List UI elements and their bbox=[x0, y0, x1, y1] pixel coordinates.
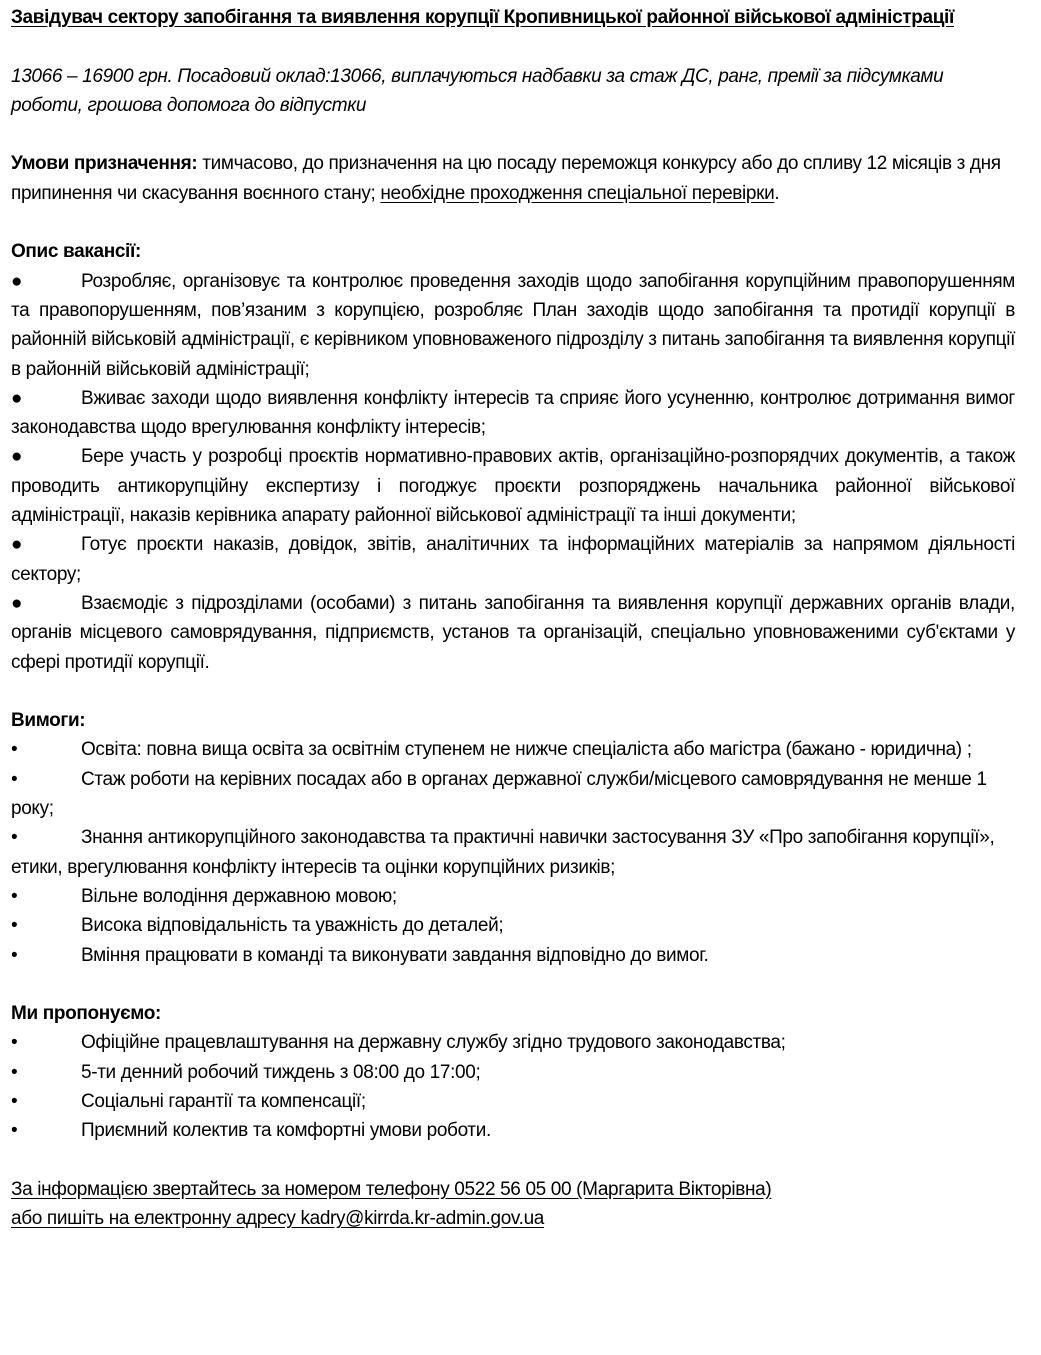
contact-email[interactable]: або пишіть на електронну адресу kadry@kirrda.kr-admin.gov.ua bbox=[11, 1208, 545, 1230]
bullet-icon: • bbox=[11, 768, 18, 790]
conditions-label: Умови призначення: bbox=[11, 153, 198, 175]
description-item bbox=[11, 267, 1015, 384]
description-item bbox=[11, 442, 1015, 530]
requirement-item bbox=[11, 941, 1015, 970]
description-item-text: Розробляє, організовує та контролює проведення заходів щодо запобігання корупційним правопорушенням та правопорушенням, пов’язаним з корупцією, розробляє План заходів щодо запобігання та протидії корупції в районній військовій адміністрації, є керівником уповноваженого підрозділу з питань запобігання та виявлення корупції в районній військовій адміністрації; bbox=[11, 270, 1015, 380]
description-item bbox=[11, 589, 1015, 677]
description-item bbox=[11, 384, 1015, 443]
description-item-text: Взаємодіє з підрозділами (особами) з питань запобігання та виявлення корупції державних органів влади, органів місцевого самоврядування, підприємств, установ та організацій, спеціально уповноваженими суб'єктами у сфері протидії корупції. bbox=[11, 592, 1015, 673]
description-item-text: Бере участь у розробці проєктів нормативно-правових актів, організаційно-розпорядчих документів, а також проводить антикорупційну експертизу і погоджує проєкти розпоряджень начальника районної військової адміністрації, наказів керівника апарату районної військової адміністрації та інші документи; bbox=[11, 446, 1015, 527]
bullet-icon: • bbox=[11, 1120, 18, 1142]
bullet-icon: • bbox=[11, 1090, 18, 1112]
offer-item bbox=[11, 1028, 1015, 1057]
requirement-item-text: Освіта: повна вища освіта за освітнім ступенем не нижче спеціаліста або магістра (бажано - юридична) ; bbox=[81, 739, 972, 761]
bullet-icon: ● bbox=[11, 534, 23, 556]
offer-list bbox=[11, 1028, 1015, 1145]
bullet-icon: • bbox=[11, 827, 18, 849]
requirement-item-text: Вільне володіння державною мовою; bbox=[81, 885, 397, 907]
requirement-item-text: Висока відповідальність та уважність до деталей; bbox=[81, 915, 504, 937]
bullet-icon: • bbox=[11, 915, 18, 937]
description-heading: Опис вакансії: bbox=[11, 241, 141, 263]
offer-item bbox=[11, 1116, 1015, 1145]
bullet-icon: ● bbox=[11, 270, 23, 292]
contact-phone[interactable]: За інформацією звертайтесь за номером телефону 0522 56 05 00 (Маргарита Вікторівна) bbox=[11, 1178, 772, 1200]
offer-item bbox=[11, 1087, 1015, 1116]
description-item bbox=[11, 530, 1015, 589]
bullet-icon: • bbox=[11, 944, 18, 966]
bullet-icon: ● bbox=[11, 446, 23, 468]
bullet-icon: • bbox=[11, 885, 18, 907]
vacancy-title: Завідувач сектору запобігання та виявлення корупції Кропивницької районної військової адміністрації bbox=[11, 7, 954, 28]
salary-info: 13066 – 16900 грн. Посадовий оклад:13066, виплачуються надбавки за стаж ДС, ранг, премії за підсумками роботи, грошова допомога до відпустки bbox=[11, 65, 944, 116]
bullet-icon: • bbox=[11, 1032, 18, 1054]
conditions-tail: . bbox=[774, 182, 780, 204]
requirements-heading: Вимоги: bbox=[11, 710, 86, 732]
special-check-note: необхідне проходження спеціальної перевірки bbox=[380, 182, 775, 204]
bullet-icon: ● bbox=[11, 592, 23, 614]
requirement-item-text: Знання антикорупційного законодавства та практичні навички застосування ЗУ «Про запобігання корупції», етики, врегулювання конфлікту інтересів та оцінки корупційних ризиків; bbox=[11, 827, 995, 878]
requirement-item-text: Стаж роботи на керівних посадах або в органах державної служби/місцевого самоврядування не менше 1 року; bbox=[11, 768, 987, 820]
offer-item-text: 5-ти денний робочий тиждень з 08:00 до 17:00; bbox=[81, 1061, 481, 1083]
description-item-text: Вживає заходи щодо виявлення конфлікту інтересів та сприяє його усуненню, контролює дотримання вимог законодавства щодо врегулювання конфлікту інтересів; bbox=[11, 387, 1015, 439]
bullet-icon: • bbox=[11, 1061, 18, 1083]
offer-item-text: Приємний колектив та комфортні умови роботи. bbox=[81, 1120, 491, 1142]
appointment-conditions bbox=[11, 149, 1015, 208]
requirement-item bbox=[11, 911, 1015, 940]
description-item-text: Готує проєкти наказів, довідок, звітів, аналітичних та інформаційних матеріалів за напрямом діяльності сектору; bbox=[11, 534, 1015, 585]
requirement-item bbox=[11, 735, 1015, 764]
conditions-text: тимчасово, до призначення на цю посаду переможця конкурсу або до спливу 12 місяців з дня припинення чи скасування воєнного стану; bbox=[11, 153, 1001, 204]
requirement-item-text: Вміння працювати в команді та виконувати завдання відповідно до вимог. bbox=[81, 944, 709, 966]
requirement-item bbox=[11, 882, 1015, 911]
requirement-item bbox=[11, 823, 1015, 882]
description-list bbox=[11, 267, 1015, 677]
requirement-item bbox=[11, 765, 1015, 824]
offer-heading: Ми пропонуємо: bbox=[11, 1003, 161, 1025]
bullet-icon: • bbox=[11, 739, 18, 761]
offer-item-text: Офіційне працевлаштування на державну службу згідно трудового законодавства; bbox=[81, 1032, 786, 1054]
offer-item bbox=[11, 1058, 1015, 1087]
offer-item-text: Соціальні гарантії та компенсації; bbox=[81, 1090, 366, 1112]
requirements-list bbox=[11, 735, 1015, 969]
bullet-icon: ● bbox=[11, 387, 23, 409]
